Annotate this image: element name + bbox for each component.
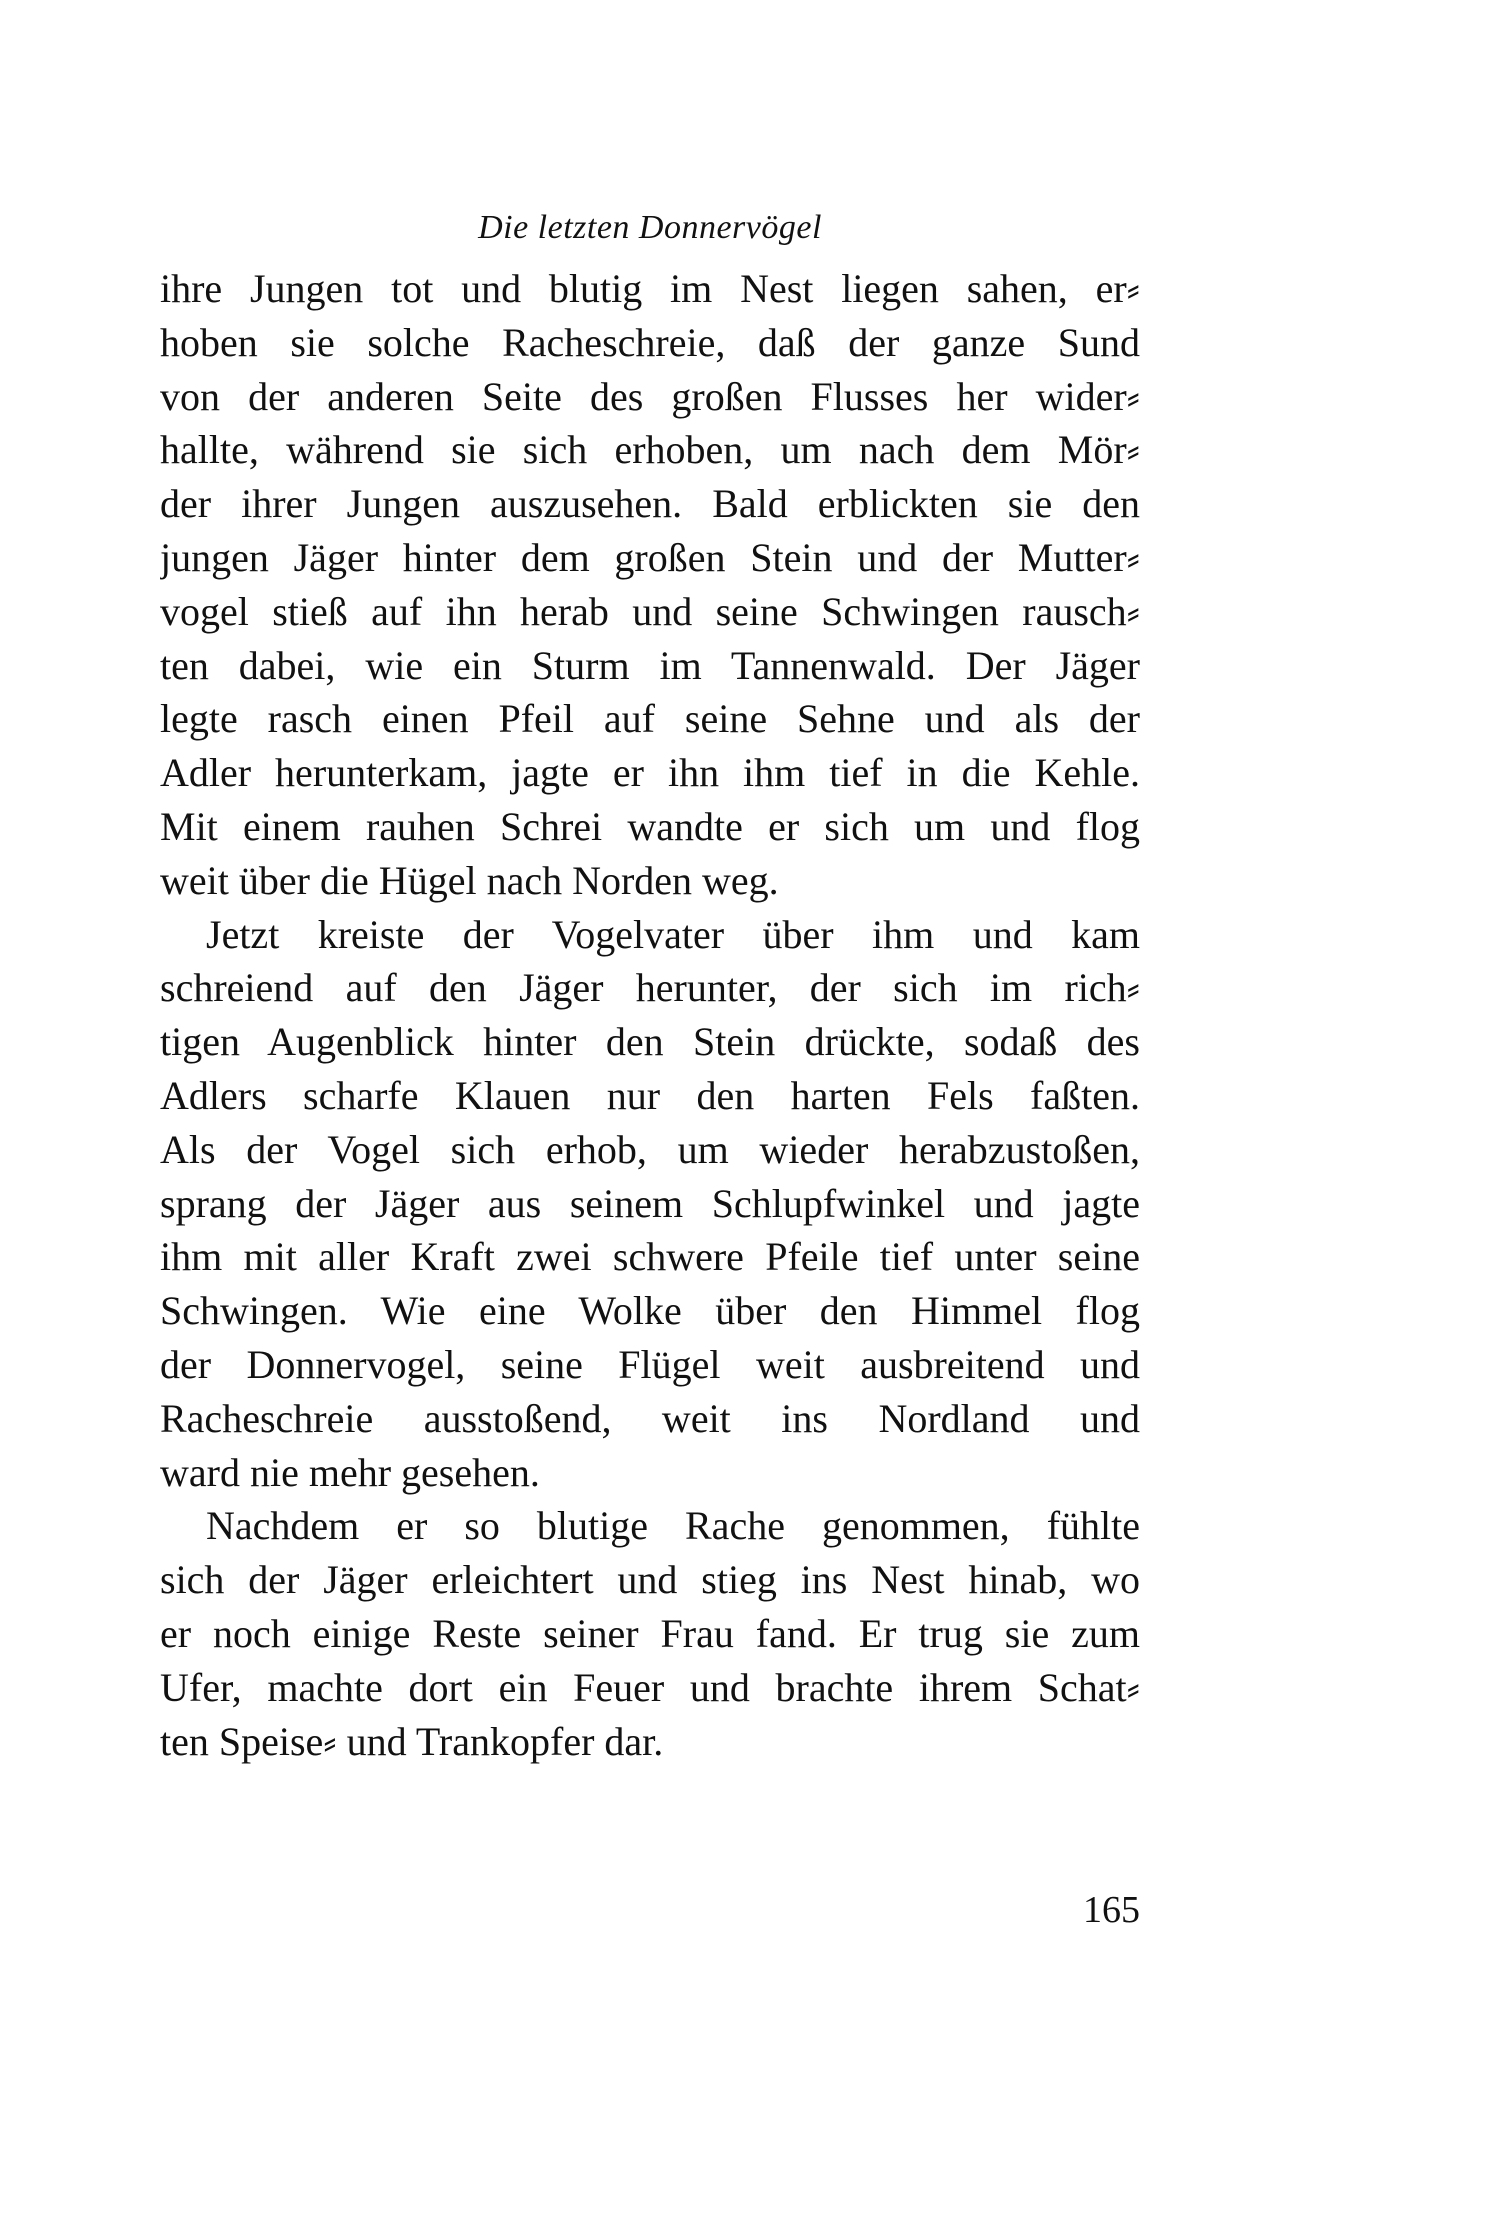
text-line: Ufer, machte dort ein Feuer und brachte ihrem Schat⸗ xyxy=(160,1664,1140,1710)
text-line: hallte, während sie sich erhoben, um nach dem Mör⸗ xyxy=(160,427,1140,473)
running-head: Die letzten Donnervögel xyxy=(478,209,822,246)
text-line: jungen Jäger hinter dem großen Stein und der Mutter⸗ xyxy=(160,534,1140,580)
text-line: ward nie mehr gesehen. xyxy=(160,1449,540,1495)
text-line: der ihrer Jungen auszusehen. Bald erblickten sie den xyxy=(160,481,1140,527)
text-line: Nachdem er so blutige Rache genommen, fühlte xyxy=(206,1503,1140,1549)
text-line: Schwingen. Wie eine Wolke über den Himmel flog xyxy=(160,1288,1140,1334)
text-line: legte rasch einen Pfeil auf seine Sehne und als der xyxy=(160,696,1140,742)
text-line: Jetzt kreiste der Vogelvater über ihm und kam xyxy=(206,911,1140,957)
text-line: er noch einige Reste seiner Frau fand. Er trug sie zum xyxy=(160,1610,1140,1656)
text-line: vogel stieß auf ihn herab und seine Schwingen rausch⸗ xyxy=(160,588,1140,634)
text-line: tigen Augenblick hinter den Stein drückte, sodaß des xyxy=(160,1019,1140,1065)
text-line: der Donnervogel, seine Flügel weit ausbreitend und xyxy=(160,1341,1140,1387)
body-text xyxy=(160,262,1140,1768)
page-number: 165 xyxy=(1083,1889,1140,1931)
text-line: weit über die Hügel nach Norden weg. xyxy=(160,857,779,903)
text-line: ten Speise⸗ und Trankopfer dar. xyxy=(160,1718,664,1764)
text-line: von der anderen Seite des großen Flusses her wider⸗ xyxy=(160,373,1140,419)
text-line: Als der Vogel sich erhob, um wieder herabzustoßen, xyxy=(160,1126,1140,1172)
text-line: ihre Jungen tot und blutig im Nest liegen sahen, er⸗ xyxy=(160,266,1140,311)
text-line: sich der Jäger erleichtert und stieg ins Nest hinab, wo xyxy=(160,1557,1140,1603)
text-line: Racheschreie ausstoßend, weit ins Nordland und xyxy=(160,1395,1140,1441)
text-line: hoben sie solche Racheschreie, daß der ganze Sund xyxy=(160,319,1140,365)
text-line: Mit einem rauhen Schrei wandte er sich um und flog xyxy=(160,803,1140,849)
text-line: ihm mit aller Kraft zwei schwere Pfeile tief unter seine xyxy=(160,1234,1140,1280)
text-line: ten dabei, wie ein Sturm im Tannenwald. Der Jäger xyxy=(160,642,1140,688)
text-line: Adlers scharfe Klauen nur den harten Fels faßten. xyxy=(160,1072,1140,1118)
text-line: Adler herunterkam, jagte er ihn ihm tief in die Kehle. xyxy=(160,750,1140,796)
text-line: sprang der Jäger aus seinem Schlupfwinkel und jagte xyxy=(160,1180,1140,1226)
text-line: schreiend auf den Jäger herunter, der sich im rich⸗ xyxy=(160,965,1140,1011)
